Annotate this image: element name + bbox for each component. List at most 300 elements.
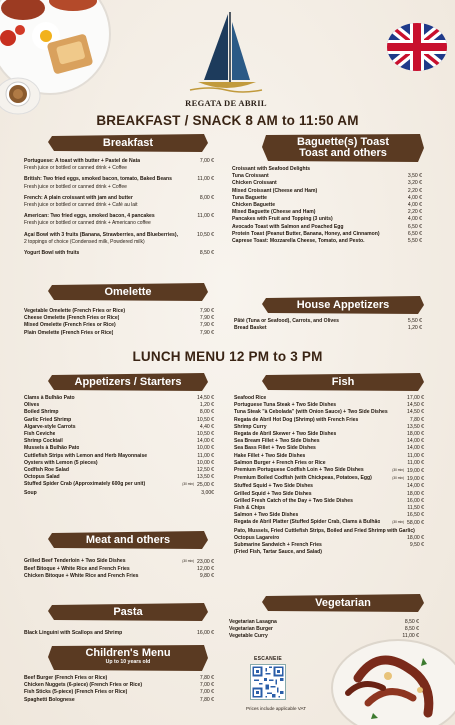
omelette-banner [48, 282, 208, 302]
baguette-item-name: Chicken Croissant [232, 180, 277, 187]
breakfast-item-price: 8,50 € [199, 249, 214, 256]
appetizer-item [24, 417, 214, 424]
appetizer-item-name: Mussels à Bulhão Pato [24, 445, 80, 452]
baguette-item-name: Pancakes with Fruit and Topping (3 units) [232, 216, 333, 223]
appetizer-item [24, 445, 214, 452]
fish-item [234, 491, 424, 498]
breakfast-item-detail: Two fried eggs, smoked bacon, tomato, Baked Beans [41, 176, 172, 183]
appetizer-item-name: Fish Ceviche [24, 431, 56, 438]
fish-item-price-group [403, 460, 424, 467]
fish-item-price-group [403, 498, 424, 505]
breakfast-item-price: 7,00 € [199, 158, 214, 164]
childrens-item [24, 697, 214, 704]
baguette-item-name: Mixed Croissant (Cheese and Ham) [232, 187, 318, 194]
fish-item-name: Stuffed Squid + Two Side Dishes [234, 483, 314, 490]
breakfast-item-detail: A toast with butter + Pastel de Nata [53, 158, 141, 164]
fish-item-price-group [403, 431, 424, 438]
fish-item [234, 549, 424, 556]
fish-item-price-group [403, 535, 424, 542]
appetizer-item-price: 11,00 € [197, 452, 214, 459]
baguette-item-price-group [404, 195, 422, 202]
house-appetizers-list [234, 318, 422, 332]
breakfast-item-description: Fresh juice or bottled or canned drink + Café au lait [24, 201, 138, 208]
lunch-heading: LUNCH MENU 12 PM to 3 PM [132, 349, 323, 364]
fish-item [234, 519, 424, 527]
fish-item-price-group [406, 417, 424, 424]
breakfast-item [24, 158, 214, 172]
meat-item [24, 566, 214, 573]
baguette-item-name: Tuna Baguette [232, 194, 267, 201]
meat-item-price-group [193, 566, 214, 573]
fish-item [234, 475, 424, 483]
appetizer-item-name: Olives [24, 402, 40, 409]
baguette-item [232, 238, 422, 245]
meat-item-price-group [196, 573, 214, 580]
fish-item [234, 402, 424, 409]
meat-item-name: Beef Bitoque + White Rice and French Fries [24, 566, 130, 573]
breakfast-item-row [24, 232, 214, 239]
baguette-banner-line2: Toast and others [299, 147, 387, 159]
baguette-item [232, 173, 422, 180]
omelette-item-price: 7,90 € [199, 315, 214, 322]
appetizer-item [24, 474, 214, 481]
vegetarian-item-price: 8,50 € [404, 626, 419, 633]
vegetarian-item-name: Vegetable Curry [229, 633, 268, 640]
omelette-item [24, 330, 214, 337]
appetizer-item-price: 25,00 € [197, 482, 214, 489]
baguette-item [232, 224, 422, 231]
appetizer-item [24, 490, 214, 497]
appetizer-item-name: Codfish Roe Salad [24, 467, 70, 474]
vegetarian-banner [262, 593, 424, 613]
childrens-item-price-group [196, 689, 214, 696]
pasta-banner-label: Pasta [113, 606, 143, 618]
baguette-item-price-group [404, 188, 422, 195]
house-appetizer-item-price-group [404, 325, 422, 332]
meat-item-name: Chicken Bitoque + White Rice and French Fries [24, 573, 139, 580]
childrens-item-name: Spaghetti Bolognese [24, 696, 75, 703]
omelette-item-name: Mixed Omelette (French Fries or Rice) [24, 322, 116, 329]
appetizer-item-price: 10,00 € [197, 445, 214, 452]
omelette-item-price: 7,90 € [199, 329, 214, 336]
breakfast-item-title [24, 250, 79, 257]
fish-item [234, 395, 424, 402]
house-appetizer-item [234, 318, 422, 325]
childrens-item-price: 7,80 € [199, 675, 214, 681]
fish-item [234, 528, 424, 535]
omelette-item [24, 308, 214, 315]
pasta-item [24, 630, 214, 637]
breakfast-item-price: 11,00 € [197, 213, 214, 220]
baguette-item-price: 6,50 € [407, 230, 422, 237]
appetizers-banner [48, 372, 208, 392]
fish-item-price: 14,00 € [407, 483, 424, 490]
uk-flag-icon[interactable] [386, 22, 448, 72]
baguette-item-price-group [404, 209, 422, 216]
breakfast-item-name: Yogurt Bowl with fruits [24, 249, 80, 256]
fish-item [234, 409, 424, 416]
meat-item [24, 558, 214, 566]
fish-item-name: Regata de Abril Skewer + Two Side Dishes [234, 431, 337, 438]
fish-item-price: 11,00 € [407, 459, 424, 466]
childrens-item-price-group [196, 682, 214, 689]
fish-item-price-group [403, 445, 424, 452]
fish-item [234, 505, 424, 512]
baguette-item-name: Protein Toast (Peanut Butter, Banana, Honey, and Cinnamon) [232, 230, 380, 237]
breakfast-item [24, 176, 214, 190]
fish-item [234, 453, 424, 460]
appetizer-item-time-note: (30 min) [182, 482, 194, 487]
meat-banner [48, 530, 208, 550]
baguette-banner [262, 133, 424, 163]
appetizer-item [24, 438, 214, 445]
vegetarian-item-price: 8,50 € [404, 619, 419, 625]
fish-item-price-group [403, 395, 424, 402]
appetizer-item [24, 409, 214, 416]
fish-item-name: Portuguese Tuna Steak + Two Side Dishes [234, 402, 337, 409]
pasta-item-price: 16,00 € [197, 630, 214, 636]
breakfast-item-description: 2 toppings of choice (Condensed milk, Powdered milk) [24, 238, 145, 245]
fish-item [234, 498, 424, 505]
appetizer-item-price-group [193, 467, 214, 474]
fish-item-price-group [403, 409, 424, 416]
appetizer-item-price: 8,00 € [199, 409, 214, 416]
fish-item-price: 11,00 € [407, 452, 424, 459]
baguette-item-price-group [404, 224, 422, 231]
fish-item-price: 19,00 € [407, 476, 424, 483]
baguette-item-price-group [404, 231, 422, 238]
fish-item-price-group [403, 483, 424, 490]
fish-item-name: Tuna Steak "à Cebolada" (with Onion Sauce) + Two Side Dishes [234, 409, 388, 416]
baguette-item [232, 231, 422, 238]
breakfast-item-title [24, 158, 140, 165]
fish-item-name: Pato, Mussels, Fried Cuttlefish Strips, Boiled and Fried Shrimp with Garlic) [234, 527, 415, 534]
vat-note: Prices include applicable VAT [245, 706, 307, 711]
fish-item-name: Sea Bass Fillet + Two Side Dishes [234, 445, 316, 452]
pasta-item-name: Black Linguini with Scallops and Shrimp [24, 630, 123, 636]
appetizer-item-name: Oysters with Lemon (5 pieces) [24, 459, 98, 466]
childrens-item-name: Chicken Nuggets (6-piece) (French Fries or Rice) [24, 682, 143, 689]
appetizer-item [24, 402, 214, 409]
appetizer-item [24, 453, 214, 460]
omelette-item-price-group [196, 308, 214, 315]
childrens-item [24, 682, 214, 689]
meat-item-price: 9,80 € [199, 573, 214, 580]
omelette-item-name: Vegetable Omelette (French Fries or Rice) [24, 308, 126, 314]
fish-item [234, 438, 424, 445]
omelette-item-price-group [196, 315, 214, 322]
childrens-banner [48, 644, 208, 672]
fish-item-price-group [403, 402, 424, 409]
breakfast-item-title [24, 213, 155, 220]
fish-item-price-group [388, 467, 424, 475]
breakfast-item-name: American: [24, 213, 49, 220]
fish-item-name: Fish & Chips [234, 504, 266, 511]
baguette-list [232, 166, 422, 245]
breakfast-item [24, 213, 214, 227]
appetizer-item [24, 460, 214, 467]
fish-item-time-note: (30 min) [392, 476, 404, 481]
fish-item-name: Grilled Fresh Catch of the Day + Two Side Dishes [234, 497, 353, 504]
baguette-item-price: 2,20 € [407, 187, 422, 194]
fish-item-price: 14,00 € [407, 445, 424, 452]
appetizer-item-name: Boiled Shrimp [24, 409, 59, 416]
fish-item [234, 542, 424, 549]
fish-item-price: 18,00 € [407, 490, 424, 497]
appetizer-item-name: Octopus Salad [24, 474, 60, 481]
fish-banner-label: Fish [331, 376, 355, 388]
omelette-item-price-group [196, 330, 214, 337]
breakfast-item-description: Fresh juice or bottled or canned drink + Coffee [24, 183, 127, 190]
omelette-item-name: Cheese Omelette (French Fries or Rice) [24, 315, 120, 322]
fish-item-price: 17,00 € [407, 395, 424, 401]
vegetarian-item-name: Vegetarian Burger [229, 626, 273, 633]
house-appetizers-banner-label: House Appetizers [296, 299, 390, 311]
appetizer-item-price: 14,50 € [197, 395, 214, 401]
fish-item-price: 14,00 € [407, 438, 424, 445]
baguette-banner-line1: Baguette(s) Toast [296, 136, 390, 148]
breakfast-item-title [24, 195, 133, 202]
childrens-item-name: Fish Sticks (5-piece) (French Fries or Rice) [24, 689, 128, 696]
vegetarian-item-price: 11,00 € [402, 633, 419, 640]
breakfast-item-name: Portuguese: [24, 158, 54, 164]
appetizers-banner-label: Appetizers / Starters [74, 376, 182, 388]
baguette-item [232, 216, 422, 223]
breakfast-item-description: Fresh juice or bottled or canned drink + Americano coffee [24, 220, 151, 227]
fish-list [234, 395, 424, 556]
appetizer-item-price-group [193, 453, 214, 460]
omelette-item-name: Plain Omelette (French Fries or Rice) [24, 329, 114, 336]
appetizer-item-price: 10,50 € [197, 416, 214, 423]
fish-item [234, 512, 424, 519]
breakfast-item-price: 11,00 € [197, 176, 214, 183]
fish-item-price-group [406, 542, 424, 549]
appetizer-item [24, 481, 214, 489]
fish-item-name: (Fried Fish, Tartar Sauce, and Salad) [234, 549, 322, 556]
baguette-item-price-group [404, 238, 422, 245]
baguette-item-name: Avocado Toast with Salmon and Poached Egg [232, 223, 344, 230]
appetizer-item-price-group [193, 474, 214, 481]
breakfast-item-row [24, 250, 214, 257]
omelette-item-price: 7,90 € [199, 322, 214, 329]
baguette-item-price: 4,00 € [407, 194, 422, 201]
childrens-item-price: 7,00 € [199, 689, 214, 696]
childrens-banner-label: Children's Menu [85, 647, 171, 659]
breakfast-item-title [24, 232, 178, 239]
house-appetizer-item [234, 325, 422, 332]
childrens-item-price: 7,00 € [199, 682, 214, 689]
fish-item-price: 16,50 € [407, 512, 424, 519]
fish-item-price: 18,00 € [407, 431, 424, 438]
meat-list [24, 558, 214, 581]
restaurant-logo [180, 10, 272, 108]
fish-item [234, 535, 424, 542]
qr-code-box[interactable] [246, 656, 290, 708]
appetizer-item-price-group [197, 490, 214, 497]
house-appetizer-item-price-group [404, 318, 422, 325]
fish-item-price: 14,50 € [407, 402, 424, 409]
fish-item [234, 417, 424, 424]
breakfast-item-detail: A plain croissant with jam and butter [42, 194, 133, 201]
appetizer-item [24, 395, 214, 402]
breakfast-item-row [24, 213, 214, 220]
breakfast-banner [48, 133, 208, 153]
appetizer-item-name: Soup [24, 489, 37, 496]
appetizer-item-name: Stuffed Spider Crab (Approximately 600g per unit) [24, 481, 146, 488]
breakfast-item-title [24, 176, 172, 183]
fish-item-price: 18,00 € [407, 534, 424, 541]
fish-item-price-group [403, 438, 424, 445]
childrens-banner-subtitle: Up to 10 years old [105, 659, 151, 665]
omelette-item-price-group [196, 322, 214, 329]
baguette-intro: Croissant with Seafood Delights [232, 166, 311, 172]
appetizer-item-price-group [196, 409, 214, 416]
fish-item-price-group [403, 491, 424, 498]
coffee-cup-image [0, 68, 44, 116]
fish-item [234, 460, 424, 467]
house-appetizers-banner [262, 295, 424, 315]
breakfast-heading: BREAKFAST / SNACK 8 AM to 11:50 AM [96, 113, 359, 128]
baguette-item-name: Mixed Baguette (Cheese and Ham) [232, 209, 316, 216]
appetizer-item-price-group [196, 402, 214, 409]
grilled-octopus-image [328, 628, 455, 725]
pasta-banner [48, 602, 208, 622]
fish-item-price: 16,00 € [407, 497, 424, 504]
baguette-item-price-group [404, 202, 422, 209]
meat-item-price-group [178, 558, 214, 566]
baguette-item-price: 2,20 € [407, 209, 422, 216]
fish-item-price: 13,50 € [407, 423, 424, 430]
appetizer-item-price-group [193, 431, 214, 438]
appetizer-item-price-group [193, 438, 214, 445]
childrens-item-name: Beef Burger (French Fries or Rice) [24, 675, 108, 681]
breakfast-item-row [24, 176, 214, 183]
appetizer-item-name: Cuttlefish Strips with Lemon and Herb Mayonnaise [24, 452, 148, 459]
fish-item [234, 483, 424, 490]
appetizer-item-name: Shrimp Cocktail [24, 438, 63, 445]
childrens-item [24, 675, 214, 682]
fish-item-price-group [388, 519, 424, 527]
fish-item-name: Octopus Lagareiro [234, 534, 280, 541]
breakfast-item [24, 232, 214, 246]
pasta-item-price-group [193, 630, 214, 637]
qr-code-image[interactable] [250, 664, 286, 700]
meat-item-price: 23,00 € [197, 558, 214, 565]
appetizers-list [24, 395, 214, 497]
fish-item-name: Regata de Abril Hot Dog (Shrimp) with French Fries [234, 416, 359, 423]
appetizer-item-price: 4,40 € [199, 423, 214, 430]
baguette-item-price: 4,00 € [407, 202, 422, 209]
fish-item-price-group [403, 424, 424, 431]
pasta-list [24, 630, 214, 637]
fish-item-name: Seafood Rice [234, 395, 267, 401]
baguette-item-price-group [404, 173, 422, 180]
fish-item-name: Grilled Squid + Two Side Dishes [234, 490, 312, 497]
breakfast-item-row [24, 158, 214, 165]
fish-item-price-group [388, 475, 424, 483]
appetizer-item-price-group [178, 481, 214, 489]
childrens-item [24, 689, 214, 696]
fish-item-name: Hake Fillet + Two Side Dishes [234, 452, 306, 459]
house-appetizer-item-name: Pâté (Tuna or Seafood), Carrots, and Olives [234, 318, 339, 324]
appetizer-item-name: Clams à Bulhão Pato [24, 395, 75, 401]
appetizer-item-price: 10,00 € [197, 459, 214, 466]
breakfast-item [24, 250, 214, 257]
fish-item [234, 445, 424, 452]
breakfast-banner-label: Breakfast [102, 137, 154, 149]
omelette-item-price: 7,90 € [199, 308, 214, 314]
qr-label: ESCANEIE [254, 656, 282, 662]
appetizer-item-price-group [193, 417, 214, 424]
appetizer-item-price: 14,00 € [197, 438, 214, 445]
breakfast-item [24, 195, 214, 209]
fish-item-name: Salmon + Two Side Dishes [234, 512, 299, 519]
meat-item [24, 573, 214, 580]
appetizer-item [24, 467, 214, 474]
baguette-item-name: Caprese Toast: Mozzarella Cheese, Tomato, and Pesto. [232, 238, 365, 245]
baguette-item [232, 195, 422, 202]
appetizer-item-price: 10,50 € [197, 431, 214, 438]
breakfast-list [24, 158, 214, 262]
omelette-item [24, 322, 214, 329]
omelette-item [24, 315, 214, 322]
baguette-item-price: 3,50 € [407, 173, 422, 180]
baguette-item-price-group [404, 216, 422, 223]
fish-item-name: Sea Bream Fillet + Two Side Dishes [234, 438, 320, 445]
appetizer-item-price: 3,00€ [201, 489, 214, 496]
meat-banner-label: Meat and others [85, 534, 171, 546]
fish-item [234, 467, 424, 475]
fish-item-name: Submarine Sandwich + French Fries [234, 541, 322, 548]
restaurant-name: REGATA DE ABRIL [185, 98, 267, 108]
baguette-item-price-group [404, 180, 422, 187]
baguette-item-name: Chicken Baguette [232, 202, 276, 209]
appetizer-item-price-group [193, 460, 214, 467]
house-appetizer-item-name: Bread Basket [234, 325, 267, 332]
fish-item-price: 11,50 € [407, 504, 424, 511]
childrens-item-price-group [196, 675, 214, 682]
vegetarian-item [229, 619, 419, 626]
baguette-item-price: 4,00 € [407, 216, 422, 223]
baguette-item-price: 3,20 € [407, 180, 422, 187]
childrens-item-price: 7,80 € [199, 696, 214, 703]
fish-item-price: 7,80 € [409, 416, 424, 423]
fish-item-price: 58,00 € [407, 520, 424, 527]
omelette-list [24, 308, 214, 337]
fish-item [234, 424, 424, 431]
breakfast-item-detail: Two fried eggs, smoked bacon, 4 pancakes [48, 213, 155, 220]
baguette-item [232, 180, 422, 187]
fish-item-price: 14,50 € [407, 409, 424, 416]
appetizer-item-name: Algarve-style Carrots [24, 423, 76, 430]
house-appetizer-item-price: 5,50 € [407, 318, 422, 324]
fish-item-name: Salmon Burger + French Fries or Rice [234, 459, 326, 466]
meat-item-price: 12,00 € [197, 566, 214, 573]
appetizer-item [24, 424, 214, 431]
breakfast-item-price: 8,00 € [199, 194, 214, 201]
fish-item-price-group [403, 512, 424, 519]
fish-item [234, 431, 424, 438]
baguette-item-name: Tuna Croissant [232, 173, 269, 180]
fish-item-name: Premium Portuguese Codfish Loin + Two Side Dishes [234, 467, 364, 474]
meat-item-name: Grilled Beef Tenderloin + Two Side Dishes [24, 558, 126, 564]
appetizer-item-price: 13,50 € [197, 474, 214, 481]
fish-item-time-note: (30 min) [392, 520, 404, 525]
breakfast-item-price: 10,50 € [197, 231, 214, 238]
fish-item-price-group [403, 453, 424, 460]
baguette-item [232, 202, 422, 209]
fish-item-name: Shrimp Curry [234, 423, 267, 430]
